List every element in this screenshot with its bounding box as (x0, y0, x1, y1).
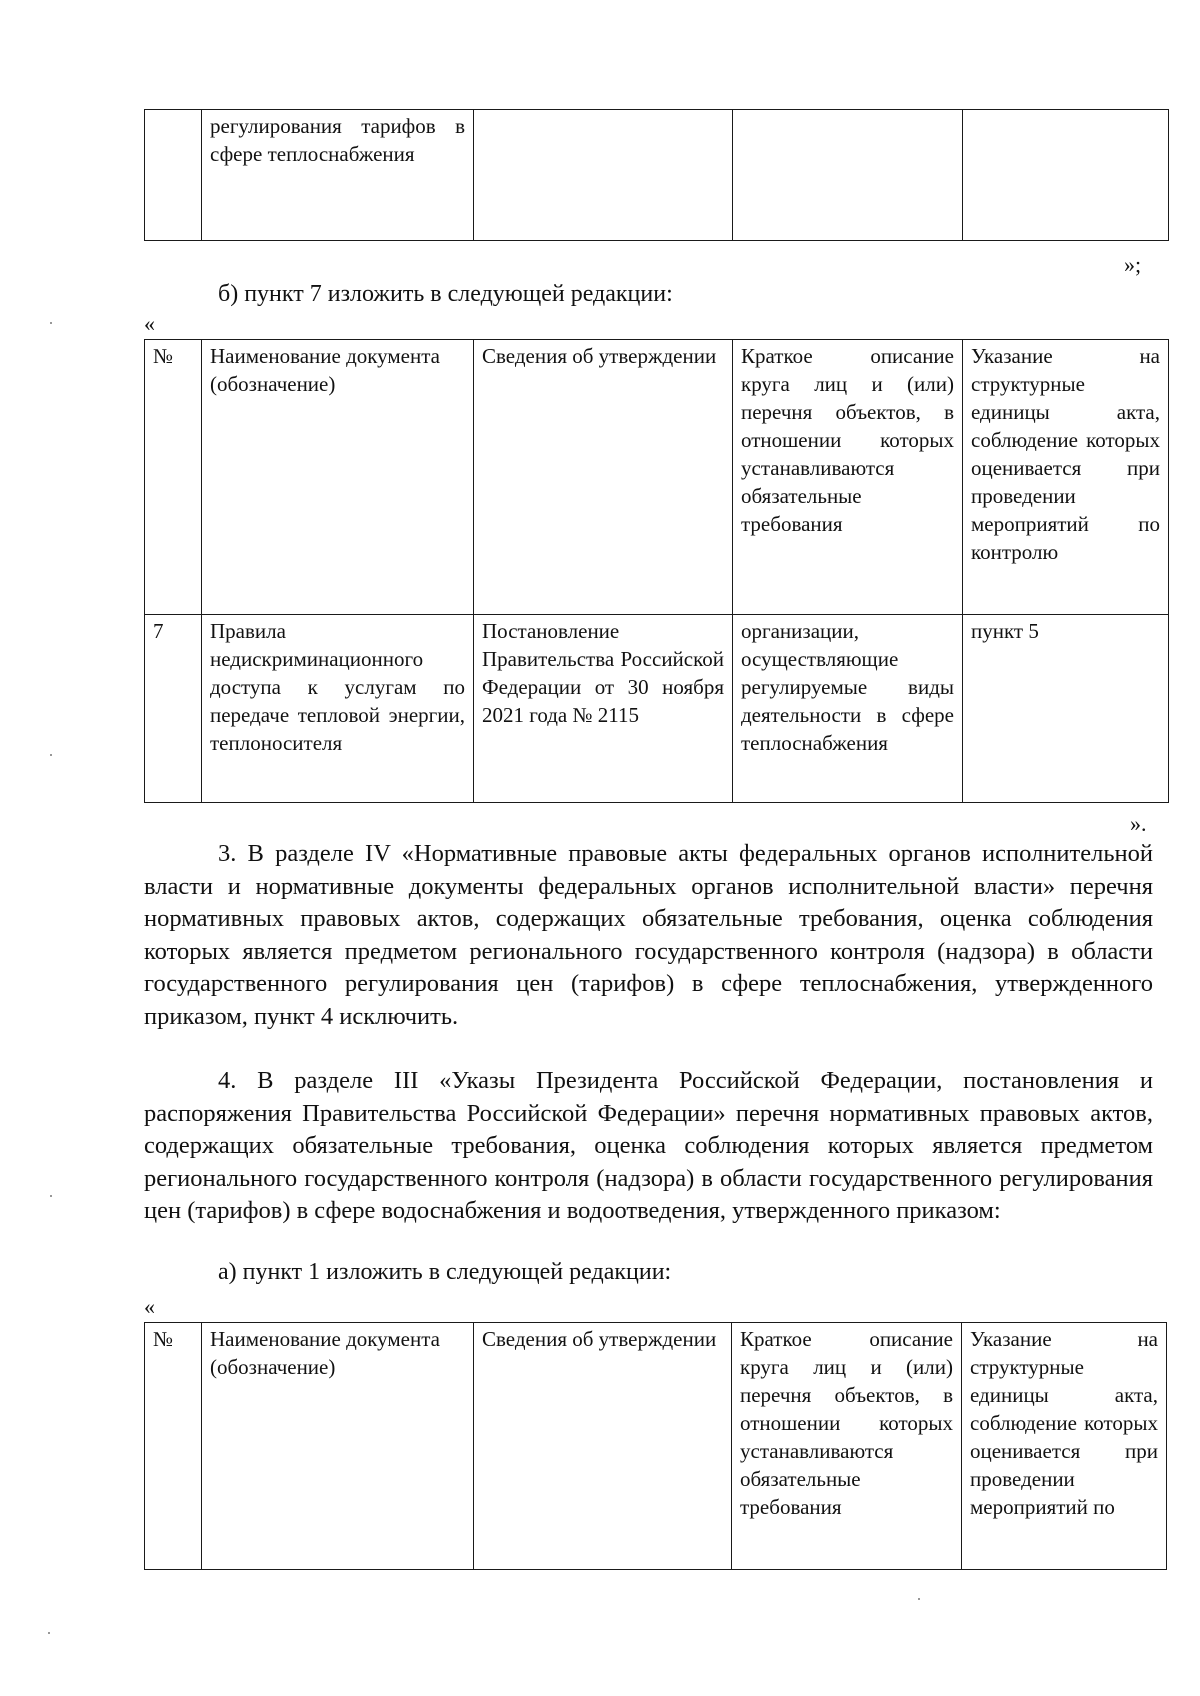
table-header-row (145, 1323, 1167, 1570)
table-cell: регулирования тарифов в сфере теплоснабжения (202, 110, 474, 241)
paragraph-4: 4. В разделе III «Указы Президента Российской Федерации, постановления и распоряжения Правительства Российской Федерации» перечня нормативных правовых актов, содержащих обязательные требования, оценка соблюдения которых является предметом регионального государственного контроля (надзора) в области государственного регулирования цен (тарифов) в сфере водоснабжения и водоотведения, утвержденного приказом: (144, 1067, 1153, 1225)
scan-speck (50, 754, 52, 756)
table-cell: организации, осуществляющие регулируемые виды деятельности в сфере теплоснабжения (733, 615, 963, 803)
column-header: № (145, 340, 202, 615)
column-header: Наименование документа (обозначение) (202, 340, 474, 615)
table-top-fragment (144, 109, 1169, 241)
column-header: № (145, 1323, 202, 1570)
column-header: Наименование документа (обозначение) (202, 1323, 474, 1570)
scan-speck (50, 1195, 52, 1197)
item-b-heading: б) пункт 7 изложить в следующей редакции: (218, 281, 673, 307)
column-header: Краткое описание круга лиц и (или) перечня объектов, в отношении которых устанавливаются обязательные требования (733, 340, 963, 615)
table-cell: Постановление Правительства Российской Федерации от 30 ноября 2021 года № 2115 (474, 615, 733, 803)
table-item-b (144, 339, 1169, 803)
column-header: Сведения об утверждении (474, 340, 733, 615)
column-header: Краткое описание круга лиц и (или) перечня объектов, в отношении которых устанавливаются обязательные требования (732, 1323, 962, 1570)
scan-speck (918, 1598, 920, 1600)
table-cell (963, 110, 1169, 241)
table-cell (733, 110, 963, 241)
table-row (145, 110, 1169, 241)
closing-quote: ». (1130, 811, 1147, 836)
table-cell: Правила недискриминационного доступа к услугам по передаче тепловой энергии, теплоносителя (202, 615, 474, 803)
table-cell (474, 110, 733, 241)
column-header: Указание на структурные единицы акта, соблюдение которых оценивается при проведении мероприятий по (962, 1323, 1167, 1570)
table-item-a (144, 1322, 1167, 1570)
scan-speck (48, 1632, 50, 1634)
table-cell: пункт 5 (963, 615, 1169, 803)
table-cell: 7 (145, 615, 202, 803)
closing-quote: »; (1124, 252, 1142, 277)
table-header-row (145, 340, 1169, 615)
paragraph-3: 3. В разделе IV «Нормативные правовые акты федеральных органов исполнительной власти и нормативные документы федеральных органов исполнительной власти» перечня нормативных правовых актов, содержащих обязательные требования, оценка соблюдения которых является предметом регионального государственного контроля (надзора) в области государственного регулирования цен (тарифов) в сфере теплоснабжения, утвержденного приказом, пункт 4 исключить. (144, 840, 1153, 1030)
table-row (145, 615, 1169, 803)
column-header: Указание на структурные единицы акта, соблюдение которых оценивается при проведении мероприятий по контролю (963, 340, 1169, 615)
scan-speck (50, 322, 52, 324)
item-a-heading: а) пункт 1 изложить в следующей редакции: (218, 1259, 672, 1285)
table-cell (145, 110, 202, 241)
opening-quote: « (144, 311, 155, 336)
column-header: Сведения об утверждении (474, 1323, 732, 1570)
opening-quote: « (144, 1294, 155, 1319)
